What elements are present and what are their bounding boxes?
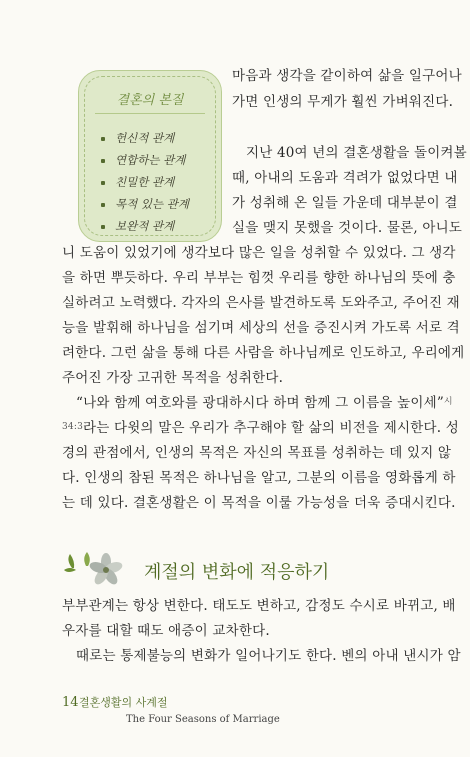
section-title: 계절의 변화에 적응하기 xyxy=(144,562,330,583)
paragraph-line: 을 하면 뿌듯하다. 우리 부부는 힘껏 우리를 향한 하나님의 뜻에 충 xyxy=(62,270,456,286)
paragraph-line: 부부관계는 항상 변한다. 태도도 변하고, 감정도 수시로 바뀌고, 배 xyxy=(62,598,456,614)
scripture-ref: 시 xyxy=(443,397,453,407)
scripture-ref: 34:3 xyxy=(62,422,84,432)
book-title: 결혼생활의 사계절 xyxy=(79,696,168,709)
bullet-icon xyxy=(101,159,105,163)
paragraph-line: 가면 인생의 무게가 훨씬 가벼워진다. xyxy=(232,94,454,110)
bullet-icon xyxy=(101,203,105,207)
sidebar-box xyxy=(78,70,222,242)
paragraph-line: 우자를 대할 때도 애증이 교차한다. xyxy=(62,623,270,639)
sidebar-item: 친밀한 관계 xyxy=(101,171,189,193)
paragraph-line: 마음과 생각을 같이하여 삶을 일구어나 xyxy=(232,68,462,84)
paragraph-line: 주어진 가장 고귀한 목적을 성취한다. xyxy=(62,370,284,386)
sidebar-list xyxy=(101,127,189,237)
paragraph-line: 지난 40여 년의 결혼생활을 돌이켜볼 xyxy=(246,145,467,161)
book-title-english: The Four Seasons of Marriage xyxy=(126,714,280,725)
quote-continuation: $^{34:3}$라는 다윗의 말은 우리가 추구해야 할 삶의 비전을 제시한다. 성 xyxy=(62,420,459,436)
page-number: 14 xyxy=(62,695,79,710)
bullet-icon xyxy=(101,225,105,229)
paragraph-line: 때, 아내의 도움과 격려가 없었다면 내 xyxy=(232,170,458,186)
bullet-icon xyxy=(101,137,105,141)
sidebar-divider xyxy=(95,113,205,114)
paragraph-line: 경의 관점에서, 인생의 목적은 자신의 목표를 성취하는 데 있지 않 xyxy=(62,445,452,461)
bullet-icon xyxy=(101,181,105,185)
section-heading xyxy=(62,548,442,588)
paragraph-line: 때로는 통제불능의 변화가 일어나기도 한다. 벤의 아내 낸시가 암 xyxy=(76,648,461,664)
paragraph-line: 능을 발휘해 하나님을 섬기며 세상의 선을 증진시켜 가도록 서로 격 xyxy=(62,320,460,336)
paragraph-line: 가 성취해 온 일들 가운데 대부분이 결 xyxy=(232,195,458,211)
sidebar-item: 헌신적 관계 xyxy=(101,127,189,149)
paragraph-line: 실하려고 노력했다. 각자의 은사를 발견하도록 도와주고, 주어진 재 xyxy=(62,295,460,311)
paragraph-line: 는 데 있다. 결혼생활은 이 목적을 이룰 가능성을 더욱 증대시킨다. xyxy=(62,495,456,511)
sidebar-title: 결혼의 본질 xyxy=(116,93,184,108)
paragraph-line: 려한다. 그런 삶을 통해 다른 사람을 하나님께로 인도하고, 우리에게 xyxy=(62,345,465,361)
quote-line: “나와 함께 여호와를 광대하시다 하며 함께 그 이름을 높이세”$^시$ xyxy=(76,395,453,411)
paragraph-line: 니 도움이 있었기에 생각보다 많은 일을 성취할 수 있었다. 그 생각 xyxy=(62,245,456,261)
paragraph-line: 다. 인생의 참된 목적은 하나님을 알고, 그분의 이름을 영화롭게 하 xyxy=(62,470,456,486)
sidebar-item: 목적 있는 관계 xyxy=(101,193,189,215)
sidebar-item: 보완적 관계 xyxy=(101,215,189,237)
paragraph-line: 실을 맺지 못했을 것이다. 물론, 아니도 xyxy=(232,220,463,236)
flower-icon xyxy=(62,548,134,588)
sidebar-item: 연합하는 관계 xyxy=(101,149,189,171)
